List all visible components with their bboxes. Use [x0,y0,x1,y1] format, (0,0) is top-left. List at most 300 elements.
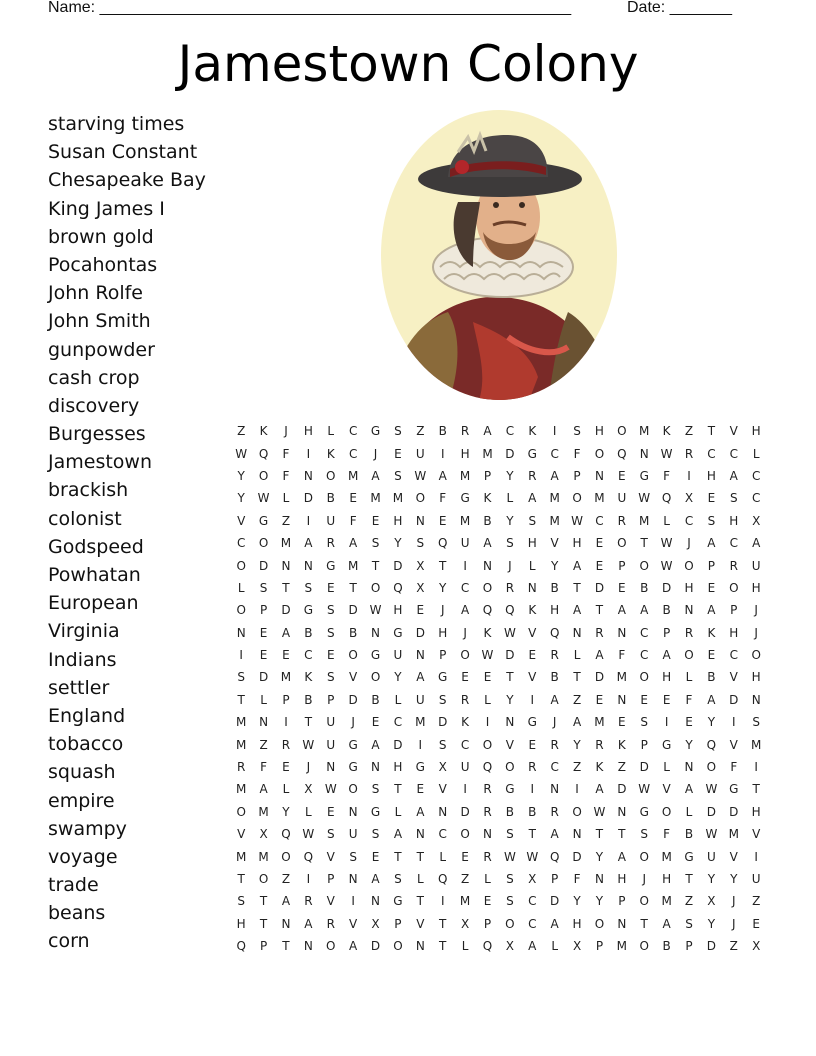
grid-letter[interactable]: O [236,603,246,618]
grid-letter[interactable]: T [439,558,447,573]
grid-letter[interactable]: O [258,468,269,483]
grid-letter[interactable]: R [483,782,492,797]
grid-letter[interactable]: B [662,603,671,618]
grid-letter[interactable]: D [460,804,470,819]
grid-letter[interactable]: A [371,737,380,752]
grid-letter[interactable]: W [302,737,315,752]
grid-letter[interactable]: C [684,513,694,528]
grid-letter[interactable]: T [416,849,424,864]
grid-letter[interactable]: E [416,782,425,797]
grid-letter[interactable]: E [259,648,268,663]
grid-letter[interactable]: E [326,648,335,663]
grid-letter[interactable]: R [550,737,559,752]
grid-letter[interactable]: G [438,670,448,685]
grid-letter[interactable]: N [303,939,313,954]
grid-letter[interactable]: M [258,804,269,819]
grid-letter[interactable]: H [751,804,761,819]
grid-letter[interactable]: L [416,872,424,886]
grid-letter[interactable]: M [482,446,493,461]
grid-letter[interactable]: D [303,491,313,506]
grid-letter[interactable]: O [326,468,336,483]
grid-letter[interactable]: T [237,692,245,707]
grid-letter[interactable]: F [439,491,447,506]
grid-letter[interactable]: T [506,670,514,685]
grid-letter[interactable]: L [551,939,558,954]
grid-letter[interactable]: Q [549,849,560,864]
grid-letter[interactable]: U [617,491,627,506]
grid-letter[interactable]: Q [617,446,627,461]
grid-letter[interactable]: O [348,648,358,663]
grid-letter[interactable]: C [751,468,761,483]
grid-letter[interactable]: R [528,760,537,775]
grid-letter[interactable]: S [371,782,380,797]
grid-letter[interactable]: D [393,558,403,573]
grid-letter[interactable]: M [639,513,650,528]
grid-letter[interactable]: M [616,670,628,685]
grid-letter[interactable]: A [550,468,559,483]
grid-letter[interactable]: T [439,939,447,954]
grid-letter[interactable]: V [729,849,738,864]
grid-letter[interactable]: A [572,715,582,730]
grid-letter[interactable]: A [528,491,537,506]
grid-letter[interactable]: Z [572,692,582,707]
grid-letter[interactable]: E [662,692,671,707]
grid-letter[interactable]: I [418,737,423,752]
grid-letter[interactable]: J [732,894,736,909]
grid-letter[interactable]: A [416,804,425,819]
grid-letter[interactable]: N [415,939,425,954]
grid-letter[interactable]: U [415,692,425,707]
grid-letter[interactable]: L [461,939,469,954]
grid-letter[interactable]: G [258,513,269,528]
grid-letter[interactable]: C [550,760,559,775]
grid-letter[interactable]: J [284,424,288,439]
grid-letter[interactable]: A [259,782,268,797]
grid-letter[interactable]: C [348,424,358,439]
grid-letter[interactable]: H [527,536,537,551]
grid-letter[interactable]: L [237,580,245,595]
grid-letter[interactable]: G [348,737,358,752]
grid-letter[interactable]: O [370,580,381,595]
grid-letter[interactable]: T [752,782,760,797]
grid-letter[interactable]: R [595,625,604,640]
grid-letter[interactable]: Q [661,491,672,506]
grid-letter[interactable]: H [662,670,672,685]
grid-letter[interactable]: E [595,692,604,707]
grid-letter[interactable]: P [483,916,492,931]
grid-letter[interactable]: B [304,692,313,707]
grid-letter[interactable]: O [706,760,717,775]
grid-letter[interactable]: M [459,894,471,909]
grid-letter[interactable]: X [752,513,761,528]
grid-letter[interactable]: B [483,513,492,528]
grid-letter[interactable]: O [482,737,493,752]
grid-letter[interactable]: S [237,670,245,685]
grid-letter[interactable]: H [594,424,604,439]
grid-letter[interactable]: N [236,625,246,640]
grid-letter[interactable]: Z [617,760,626,775]
grid-letter[interactable]: O [617,424,627,439]
grid-letter[interactable]: C [729,536,738,551]
grid-letter[interactable]: Q [258,446,269,461]
grid-letter[interactable]: C [640,625,649,640]
grid-letter[interactable]: G [527,446,537,461]
grid-letter[interactable]: N [281,916,291,931]
grid-letter[interactable]: T [439,916,447,931]
grid-letter[interactable]: Y [685,737,693,752]
grid-letter[interactable]: A [304,536,313,551]
grid-letter[interactable]: I [485,715,490,730]
grid-letter[interactable]: R [483,849,492,864]
grid-letter[interactable]: V [550,536,559,551]
grid-letter[interactable]: L [506,491,514,506]
grid-letter[interactable]: D [617,782,627,797]
grid-letter[interactable]: N [572,827,582,842]
grid-letter[interactable]: W [324,782,337,797]
grid-letter[interactable]: N [684,760,694,775]
grid-letter[interactable]: O [639,558,649,573]
grid-letter[interactable]: Q [482,760,493,775]
grid-letter[interactable]: R [304,894,313,909]
grid-letter[interactable]: A [617,849,626,864]
grid-letter[interactable]: O [482,580,493,595]
grid-letter[interactable]: A [438,468,447,483]
grid-letter[interactable]: A [528,939,537,954]
grid-letter[interactable]: D [348,603,358,618]
grid-letter[interactable]: L [484,872,491,886]
grid-letter[interactable]: Y [506,468,514,483]
grid-letter[interactable]: V [752,827,761,842]
grid-letter[interactable]: M [236,782,247,797]
grid-letter[interactable]: T [573,670,581,685]
grid-letter[interactable]: Y [237,468,245,483]
grid-letter[interactable]: A [595,648,604,663]
grid-letter[interactable]: H [438,625,448,640]
grid-letter[interactable]: S [438,737,447,752]
grid-letter[interactable]: I [687,468,691,483]
grid-letter[interactable]: A [371,468,380,483]
grid-letter[interactable]: G [684,849,694,864]
grid-letter[interactable]: D [706,939,717,954]
grid-letter[interactable]: T [394,849,402,864]
grid-letter[interactable]: W [705,827,718,842]
grid-letter[interactable]: L [484,692,491,707]
grid-letter[interactable]: O [460,827,470,842]
grid-letter[interactable]: A [595,782,604,797]
grid-letter[interactable]: G [460,491,470,506]
grid-letter[interactable]: N [371,894,381,909]
grid-letter[interactable]: M [236,715,247,730]
grid-letter[interactable]: G [370,804,381,819]
grid-letter[interactable]: U [415,446,425,461]
grid-letter[interactable]: Z [752,894,761,909]
grid-letter[interactable]: E [528,737,537,752]
grid-letter[interactable]: V [349,916,358,931]
grid-letter[interactable]: S [259,580,268,595]
grid-letter[interactable]: X [684,491,694,506]
grid-letter[interactable]: N [617,916,627,931]
grid-letter[interactable]: I [754,760,758,775]
grid-letter[interactable]: R [460,692,470,707]
grid-letter[interactable]: N [415,827,425,842]
grid-letter[interactable]: A [349,939,358,954]
grid-letter[interactable]: M [549,513,560,528]
grid-letter[interactable]: C [505,424,515,439]
grid-letter[interactable]: Z [416,424,425,439]
grid-letter[interactable]: M [594,491,605,506]
grid-letter[interactable]: P [551,872,559,886]
grid-letter[interactable]: O [236,804,246,819]
grid-letter[interactable]: U [348,827,358,842]
grid-letter[interactable]: T [394,782,402,797]
grid-letter[interactable]: J [687,536,691,551]
grid-letter[interactable]: M [415,715,426,730]
grid-letter[interactable]: Y [573,894,581,909]
grid-letter[interactable]: S [394,872,402,886]
grid-letter[interactable]: D [661,580,672,595]
grid-letter[interactable]: F [618,648,626,663]
grid-letter[interactable]: E [371,715,380,730]
grid-letter[interactable]: T [237,872,245,886]
grid-letter[interactable]: O [639,849,649,864]
grid-letter[interactable]: H [751,580,761,595]
grid-letter[interactable]: W [369,603,382,618]
grid-letter[interactable]: I [463,782,467,797]
grid-letter[interactable]: G [393,894,403,909]
grid-letter[interactable]: H [572,536,582,551]
grid-letter[interactable]: E [618,468,626,483]
grid-letter[interactable]: L [439,849,447,864]
grid-letter[interactable]: Q [482,939,493,954]
grid-letter[interactable]: M [459,468,471,483]
grid-letter[interactable]: S [685,916,693,931]
grid-letter[interactable]: C [237,536,246,551]
grid-letter[interactable]: H [684,580,694,595]
grid-letter[interactable]: V [438,782,447,797]
grid-letter[interactable]: R [326,916,335,931]
grid-letter[interactable]: N [348,804,358,819]
grid-letter[interactable]: B [349,625,358,640]
grid-letter[interactable]: G [415,760,425,775]
grid-letter[interactable]: M [594,715,605,730]
grid-letter[interactable]: Y [550,558,559,573]
grid-letter[interactable]: Y [439,580,447,595]
grid-letter[interactable]: G [505,782,515,797]
grid-letter[interactable]: E [752,916,760,931]
grid-letter[interactable]: O [684,558,694,573]
grid-letter[interactable]: Q [281,827,291,842]
grid-letter[interactable]: L [663,760,670,775]
grid-letter[interactable]: H [236,916,246,931]
grid-letter[interactable]: R [595,737,604,752]
grid-letter[interactable]: K [304,670,313,685]
grid-letter[interactable]: W [503,625,516,640]
grid-letter[interactable]: T [282,580,290,595]
grid-letter[interactable]: B [528,804,537,819]
grid-letter[interactable]: E [394,446,402,461]
grid-letter[interactable]: S [371,536,380,551]
grid-letter[interactable]: N [371,625,381,640]
grid-letter[interactable]: Q [236,939,246,954]
grid-letter[interactable]: K [326,446,335,461]
grid-letter[interactable]: Y [506,692,514,707]
grid-letter[interactable]: N [617,625,627,640]
grid-letter[interactable]: C [550,446,559,461]
grid-letter[interactable]: M [616,939,628,954]
grid-letter[interactable]: N [572,625,582,640]
grid-letter[interactable]: J [440,603,445,618]
grid-letter[interactable]: N [527,580,537,595]
grid-letter[interactable]: Z [729,939,738,954]
grid-letter[interactable]: T [640,536,648,551]
grid-letter[interactable]: N [371,760,381,775]
grid-letter[interactable]: O [751,648,761,663]
grid-letter[interactable]: B [707,670,716,685]
grid-letter[interactable]: A [550,692,559,707]
grid-letter[interactable]: D [550,894,560,909]
grid-letter[interactable]: C [460,737,470,752]
grid-letter[interactable]: W [302,827,315,842]
grid-letter[interactable]: I [306,446,311,461]
grid-letter[interactable]: V [505,737,514,752]
grid-letter[interactable]: K [259,424,268,439]
grid-letter[interactable]: G [326,558,336,573]
grid-letter[interactable]: A [572,603,582,618]
grid-letter[interactable]: I [530,692,535,707]
grid-letter[interactable]: Y [595,894,604,909]
grid-letter[interactable]: Q [706,737,717,752]
grid-letter[interactable]: A [550,827,559,842]
grid-letter[interactable]: V [729,670,738,685]
grid-letter[interactable]: Q [482,603,493,618]
grid-letter[interactable]: G [393,625,403,640]
grid-letter[interactable]: E [326,804,335,819]
grid-letter[interactable]: X [572,939,582,954]
grid-letter[interactable]: W [235,446,248,461]
grid-letter[interactable]: F [282,446,290,461]
grid-letter[interactable]: B [684,827,694,842]
grid-letter[interactable]: J [373,446,378,461]
grid-letter[interactable]: E [707,580,716,595]
grid-letter[interactable]: I [440,894,445,909]
grid-letter[interactable]: C [729,648,738,663]
grid-letter[interactable]: I [530,782,535,797]
grid-letter[interactable]: M [392,491,404,506]
grid-letter[interactable]: D [594,670,605,685]
grid-letter[interactable]: J [306,760,311,775]
grid-letter[interactable]: C [751,491,761,506]
grid-letter[interactable]: N [483,558,492,573]
grid-letter[interactable]: Z [684,894,694,909]
grid-letter[interactable]: W [257,491,270,506]
grid-letter[interactable]: L [394,692,402,707]
grid-letter[interactable]: D [706,804,717,819]
grid-letter[interactable]: Z [572,760,582,775]
grid-letter[interactable]: K [528,424,537,439]
grid-letter[interactable]: F [663,468,671,483]
grid-letter[interactable]: A [416,670,425,685]
grid-letter[interactable]: H [706,468,716,483]
grid-letter[interactable]: E [483,670,492,685]
grid-letter[interactable]: H [729,513,739,528]
grid-letter[interactable]: U [326,715,336,730]
grid-letter[interactable]: I [306,513,311,528]
grid-letter[interactable]: Y [707,872,716,886]
grid-letter[interactable]: C [438,827,447,842]
grid-letter[interactable]: U [707,849,716,864]
grid-letter[interactable]: K [595,760,604,775]
grid-letter[interactable]: O [572,804,582,819]
grid-letter[interactable]: O [281,849,291,864]
grid-letter[interactable]: W [660,536,673,551]
grid-letter[interactable]: K [662,424,671,439]
grid-letter[interactable]: R [684,446,694,461]
grid-letter[interactable]: U [326,737,336,752]
grid-letter[interactable]: S [371,827,380,842]
grid-letter[interactable]: A [281,894,291,909]
grid-letter[interactable]: T [416,894,424,909]
grid-letter[interactable]: A [752,536,761,551]
grid-letter[interactable]: C [595,513,604,528]
grid-letter[interactable]: J [754,603,758,618]
grid-letter[interactable]: O [258,536,269,551]
grid-letter[interactable]: L [327,424,335,439]
grid-letter[interactable]: Z [259,737,268,752]
grid-letter[interactable]: S [349,849,357,864]
grid-letter[interactable]: E [461,670,469,685]
grid-letter[interactable]: X [416,580,425,595]
grid-letter[interactable]: L [663,513,670,528]
grid-letter[interactable]: W [571,513,583,528]
grid-letter[interactable]: H [751,670,761,685]
grid-letter[interactable]: N [617,804,627,819]
grid-letter[interactable]: S [528,513,537,528]
grid-letter[interactable]: A [684,782,694,797]
grid-letter[interactable]: M [258,849,269,864]
grid-letter[interactable]: W [593,804,606,819]
grid-letter[interactable]: A [371,872,380,886]
grid-letter[interactable]: C [528,916,537,931]
grid-letter[interactable]: Z [281,872,291,886]
grid-letter[interactable]: E [707,491,716,506]
grid-letter[interactable]: E [640,692,649,707]
grid-letter[interactable]: T [259,916,268,931]
grid-letter[interactable]: T [707,424,716,439]
grid-letter[interactable]: A [662,648,671,663]
grid-letter[interactable]: F [260,760,268,775]
grid-letter[interactable]: P [730,603,738,618]
grid-letter[interactable]: A [729,468,738,483]
grid-letter[interactable]: K [617,737,626,752]
grid-letter[interactable]: N [259,715,269,730]
grid-letter[interactable]: N [415,648,425,663]
grid-letter[interactable]: B [550,580,559,595]
grid-letter[interactable]: V [326,849,335,864]
grid-letter[interactable]: Y [573,737,581,752]
grid-letter[interactable]: W [526,849,539,864]
grid-letter[interactable]: N [303,468,313,483]
grid-letter[interactable]: I [306,872,311,886]
grid-letter[interactable]: I [239,648,243,663]
grid-letter[interactable]: G [527,715,537,730]
grid-letter[interactable]: E [416,603,425,618]
grid-letter[interactable]: O [639,939,649,954]
grid-letter[interactable]: Y [506,513,514,528]
grid-letter[interactable]: P [259,939,268,954]
grid-letter[interactable]: H [393,603,403,618]
grid-letter[interactable]: A [572,558,582,573]
grid-letter[interactable]: J [351,715,355,730]
